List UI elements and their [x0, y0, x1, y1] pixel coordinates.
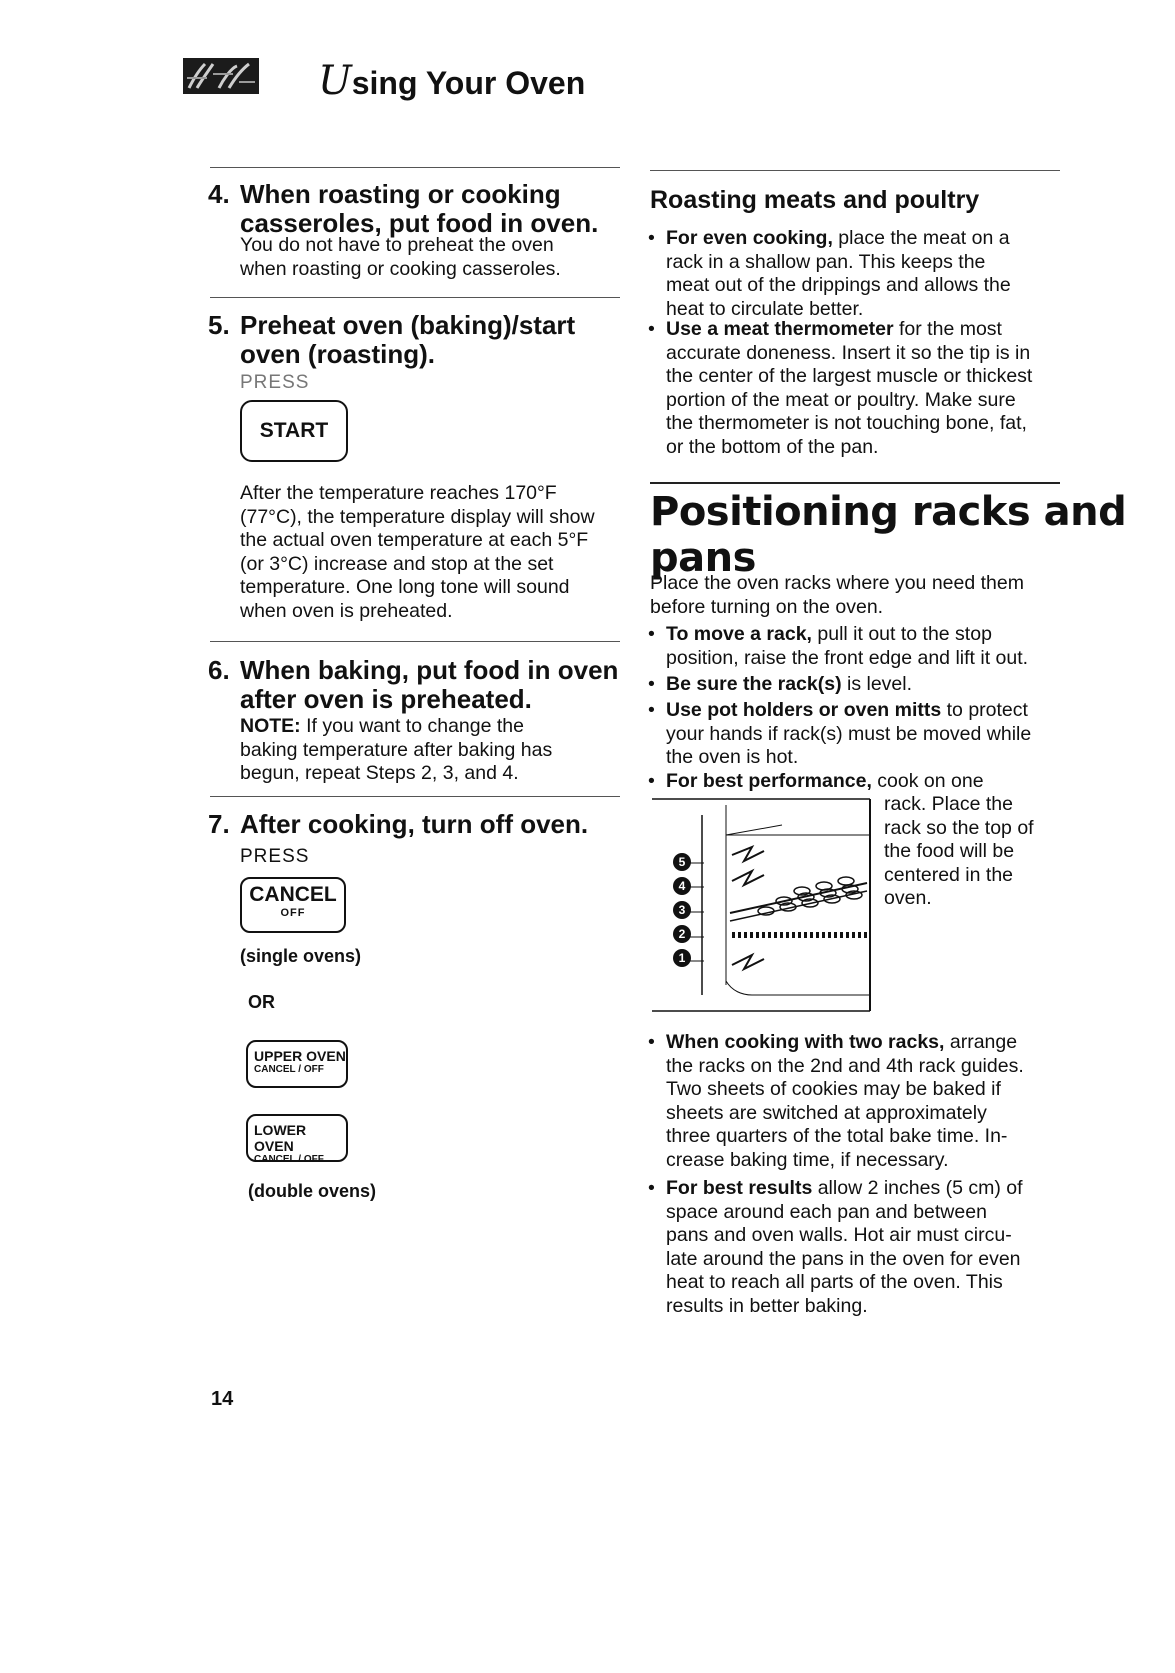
divider — [210, 796, 620, 797]
rack-position-numbers — [673, 853, 695, 967]
divider — [210, 297, 620, 298]
step-6-title: 6. When baking, put food in oven after oven is preheated. — [208, 655, 619, 714]
figure-caption-text: rack. Place the rack so the top of the food will be centered in the oven. — [884, 793, 1034, 909]
step-5-title: 5. Preheat oven (baking)/start oven (roasting). — [208, 310, 576, 369]
page-header-title: Using Your Oven — [318, 58, 586, 104]
cancel-off-button[interactable]: CANCEL OFF — [240, 877, 346, 933]
positioning-intro: Place the oven racks where you need them before turning on the oven. — [650, 572, 1024, 618]
positioning-bullet-two-racks: • When cooking with two racks, arrange the racks on the 2nd and 4th rack guides. Two sheets of cookies may be baked if sheets are switched at approximately three quarters of the total bake time. In- crease baking time, if necessary. — [648, 1031, 1024, 1171]
step-7-title: 7. After cooking, turn off oven. — [208, 809, 589, 839]
divider — [210, 167, 620, 168]
divider — [650, 482, 1060, 484]
press-label: PRESS — [240, 372, 310, 393]
press-label: PRESS — [240, 846, 310, 867]
step-6-note: NOTE: If you want to change the baking temperature after baking has begun, repeat Steps 2, 3, and 4. — [240, 715, 553, 784]
positioning-bullet-move-rack: • To move a rack, pull it out to the stop position, raise the front edge and lift it out. — [648, 623, 1029, 669]
lower-oven-cancel-button[interactable]: LOWER OVEN CANCEL / OFF — [246, 1114, 348, 1162]
positioning-bullet-level: • Be sure the rack(s) is level. — [648, 673, 913, 695]
section-logo-icon — [183, 58, 259, 94]
roasting-bullet-2: • Use a meat thermometer for the most accurate doneness. Insert it so the tip is in the center of the largest muscle or thickest portion of the meat or poultry. Make sure the thermometer is not touching bone, fat, or the bottom of the pan. — [648, 318, 1033, 458]
single-ovens-label: (single ovens) — [240, 946, 362, 966]
divider — [650, 170, 1060, 171]
double-ovens-label: (double ovens) — [248, 1181, 377, 1201]
positioning-bullet-best-results: • For best results allow 2 inches (5 cm) of space around each pan and between pans and oven walls. Hot air must circu- late around the pans in the oven for even heat to reach all parts of the oven. This results in better baking. — [648, 1177, 1023, 1317]
or-label: OR — [248, 992, 275, 1012]
rack-number-badge: 1 — [673, 949, 691, 967]
rack-number-badge: 2 — [673, 925, 691, 943]
rack-number-badge: 5 — [673, 853, 691, 871]
page-number: 14 — [211, 1388, 234, 1410]
roasting-bullet-1: • For even cooking, place the meat on a rack in a shallow pan. This keeps the meat out of the drippings and allows the heat to circulate better. — [648, 227, 1011, 320]
upper-oven-cancel-button[interactable]: UPPER OVEN CANCEL / OFF — [246, 1040, 348, 1088]
rack-number-badge: 3 — [673, 901, 691, 919]
positioning-bullet-best-performance: • For best performance, cook on one — [648, 770, 984, 792]
divider — [210, 641, 620, 642]
step-4-body: You do not have to preheat the oven when roasting or cooking casseroles. — [240, 234, 561, 280]
roasting-section-title: Roasting meats and poultry — [650, 186, 980, 214]
rack-number-badge: 4 — [673, 877, 691, 895]
positioning-section-title: Positioning racks and pans — [650, 489, 1127, 581]
start-button[interactable]: START — [240, 400, 348, 462]
step-5-body: After the temperature reaches 170°F (77°C), the temperature display will show the actual oven temperature at each 5°F (or 3°C) increase and stop at the set temperature. One long tone will sound when oven is preheated. — [240, 482, 595, 622]
positioning-bullet-pot-holders: • Use pot holders or oven mitts to protect your hands if rack(s) must be moved while the oven is hot. — [648, 699, 1032, 768]
step-4-title: 4. When roasting or cooking casseroles, put food in oven. — [208, 179, 599, 238]
